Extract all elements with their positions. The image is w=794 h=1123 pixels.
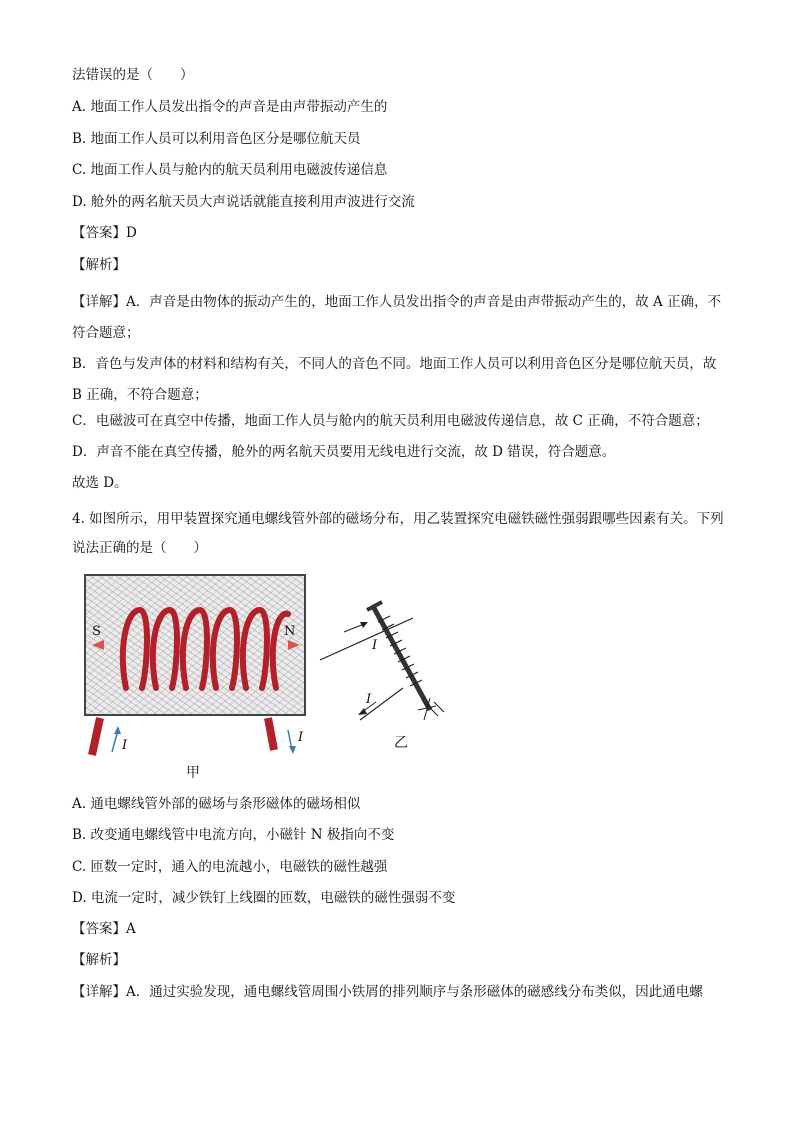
q3-option-d: D. 舱外的两名航天员大声说话就能直接利用声波进行交流 bbox=[72, 194, 415, 210]
solenoid-coil bbox=[123, 610, 288, 688]
q3-detail-c: C．电磁波可在真空中传播，地面工作人员与舱内的航天员利用电磁波传递信息，故 C 正确，不符合题意； bbox=[72, 413, 709, 429]
q4-detail-start: 【详解】A．通过实验发现，通电螺线管周围小铁屑的排列顺序与条形磁体的磁感线分布类似，因此通电螺 bbox=[72, 984, 703, 1000]
current-label-out: I bbox=[298, 730, 304, 745]
solenoid-diagram bbox=[78, 570, 478, 785]
current-arrow-yi-in bbox=[344, 624, 364, 632]
figure-label-jia: 甲 bbox=[186, 765, 200, 781]
q3-detail-d: D．声音不能在真空传播，舱外的两名航天员要用无线电进行交流，故 D 错误，符合题意。 bbox=[72, 444, 616, 460]
compass-needle-right bbox=[288, 640, 300, 650]
current-label-yi-in: I bbox=[372, 638, 378, 653]
lead-wire-left bbox=[92, 718, 100, 755]
q3-stem-tail: 法错误的是（ ） bbox=[72, 67, 194, 83]
q3-option-b: B. 地面工作人员可以利用音色区分是哪位航天员 bbox=[72, 131, 361, 147]
pins-cluster bbox=[418, 698, 444, 720]
q3-option-a: A. 地面工作人员发出指令的声音是由声带振动产生的 bbox=[72, 99, 388, 115]
q4-answer: 【答案】A bbox=[72, 921, 136, 937]
current-label-in: I bbox=[122, 738, 128, 753]
q4-figure bbox=[78, 570, 478, 785]
q4-analysis-heading: 【解析】 bbox=[72, 952, 126, 968]
lead-wire-right bbox=[268, 718, 274, 750]
q3-analysis-heading: 【解析】 bbox=[72, 257, 126, 273]
q4-option-b: B. 改变通电螺线管中电流方向，小磁针 N 极指向不变 bbox=[72, 827, 395, 843]
q4-stem: 4. 如图所示，用甲装置探究通电螺线管外部的磁场分布，用乙装置探究电磁铁磁性强弱跟哪些因素有关。下列说法正确的是（ ） bbox=[72, 511, 724, 556]
q4-option-a: A. 通电螺线管外部的磁场与条形磁体的磁场相似 bbox=[72, 796, 361, 812]
compass-needle-left bbox=[92, 640, 104, 650]
q3-detail-a: 【详解】A．声音是由物体的振动产生的，地面工作人员发出指令的声音是由声带振动产生的，故 A 正确，不符合题意； bbox=[72, 294, 722, 341]
pole-s-label: S bbox=[92, 624, 101, 639]
pole-n-label: N bbox=[284, 624, 296, 639]
q4-option-d: D. 电流一定时，减少铁钉上线圈的匝数，电磁铁的磁性强弱不变 bbox=[72, 890, 456, 906]
current-label-yi-out: I bbox=[366, 692, 372, 707]
figure-label-yi: 乙 bbox=[394, 735, 408, 751]
q3-answer: 【答案】D bbox=[72, 225, 137, 241]
q4-option-c: C. 匝数一定时，通入的电流越小，电磁铁的磁性越强 bbox=[72, 859, 388, 875]
q3-conclusion: 故选 D。 bbox=[72, 475, 128, 491]
q3-detail-b: B．音色与发声体的材料和结构有关，不同人的音色不同。地面工作人员可以利用音色区分是哪位航天员，故 B 正确，不符合题意； bbox=[72, 356, 717, 403]
q3-option-c: C. 地面工作人员与舱内的航天员利用电磁波传递信息 bbox=[72, 162, 388, 178]
